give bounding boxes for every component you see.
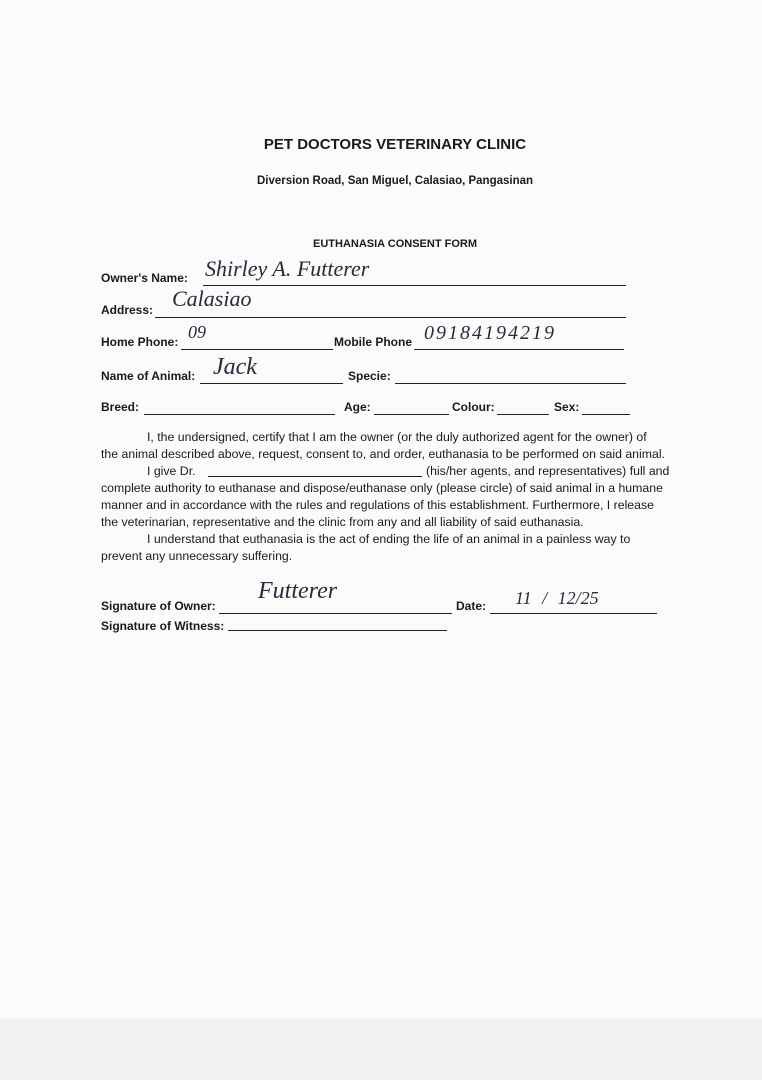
owner-signature-label: Signature of Owner:: [101, 599, 216, 613]
body-line: the veterinarian, representative and the clinic from any and all liability of said euthanasia.: [101, 515, 584, 529]
specie-label: Specie:: [348, 369, 391, 383]
date-line: [490, 613, 657, 614]
address-line: [155, 317, 626, 318]
date-value[interactable]: 11 / 12/25: [515, 588, 599, 608]
colour-line: [497, 414, 549, 415]
body-line: complete authority to euthanase and dispose/euthanase only (please circle) of said animal in a humane: [101, 481, 663, 495]
home-phone-line: [181, 349, 333, 350]
mobile-phone-label: Mobile Phone: [334, 335, 412, 349]
body-line: manner and in accordance with the rules and regulations of this establishment. Furthermore, I release: [101, 498, 654, 512]
mobile-phone-value[interactable]: 09184194219: [424, 322, 556, 344]
witness-signature-label: Signature of Witness:: [101, 619, 225, 633]
age-line: [374, 414, 449, 415]
colour-label: Colour:: [452, 400, 495, 414]
scan-edge: [0, 1018, 762, 1080]
home-phone-label: Home Phone:: [101, 335, 179, 349]
age-label: Age:: [344, 400, 371, 414]
mobile-phone-line: [414, 349, 624, 350]
body-line: I, the undersigned, certify that I am the owner (or the duly authorized agent for the owner) of: [147, 430, 647, 444]
body-line: (his/her agents, and representatives) full and: [426, 464, 670, 478]
sex-line: [582, 414, 630, 415]
body-line: I give Dr.: [147, 464, 196, 478]
form-title: EUTHANASIA CONSENT FORM: [313, 238, 477, 250]
witness-signature-line: [228, 630, 447, 631]
breed-line: [144, 414, 335, 415]
body-line: prevent any unnecessary suffering.: [101, 549, 293, 563]
address-value[interactable]: Calasiao: [172, 286, 252, 311]
owner-signature-line: [219, 613, 452, 614]
home-phone-value[interactable]: 09: [188, 322, 206, 342]
body-line: the animal described above, request, consent to, and order, euthanasia to be performed on said animal.: [101, 447, 665, 461]
animal-name-value[interactable]: Jack: [213, 354, 257, 380]
date-label: Date:: [456, 599, 487, 613]
doctor-name-line: [208, 476, 422, 477]
body-line: I understand that euthanasia is the act of ending the life of an animal in a painless way to: [147, 532, 631, 546]
owner-name-value[interactable]: Shirley A. Futterer: [205, 256, 370, 281]
owner-name-label: Owner's Name:: [101, 271, 188, 285]
sex-label: Sex:: [554, 400, 580, 414]
breed-label: Breed:: [101, 400, 140, 414]
clinic-address: Diversion Road, San Miguel, Calasiao, Pangasinan: [256, 175, 534, 187]
specie-line: [395, 383, 626, 384]
animal-name-line: [200, 383, 343, 384]
animal-name-label: Name of Animal:: [101, 369, 196, 383]
owner-name-line: [203, 285, 626, 286]
address-label: Address:: [101, 303, 154, 317]
clinic-name: PET DOCTORS VETERINARY CLINIC: [263, 136, 527, 153]
owner-signature[interactable]: Futterer: [258, 578, 338, 604]
